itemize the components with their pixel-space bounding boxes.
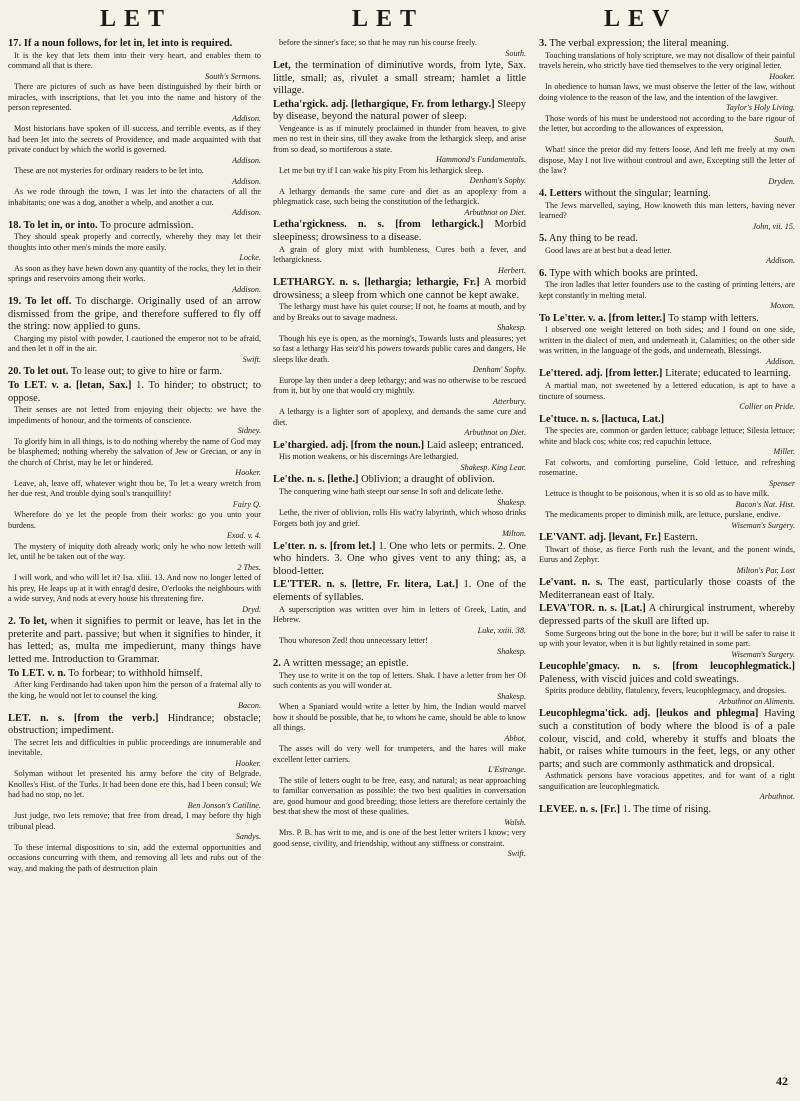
quotation-source: Denham's Sophy.: [469, 176, 526, 186]
quotation-text: As soon as they have hewn down any quantity of the rocks, they let in their springs and reservoirs among their works.: [8, 263, 261, 284]
quotation-text: His motion weakens, or his discernings Are lethargied.: [279, 452, 459, 462]
quotation-text: The stile of letters ought to be free, easy, and natural; as near approaching to familiar conversation as possible: the two best qualities in conversation are, good humour and good breeding; those letters are therefore certainly the best that shew the most of these qualities.: [273, 775, 526, 817]
quotation: [273, 166, 526, 187]
quotation-source: Addison.: [766, 356, 795, 366]
quotation: [8, 405, 261, 437]
quotation-source: Bacon.: [238, 701, 261, 711]
definition: A written message; an epistle.: [282, 658, 409, 669]
quotation-source: Dryden.: [768, 176, 795, 186]
dictionary-entry: [8, 668, 261, 712]
headword: Let,: [273, 60, 291, 71]
dictionary-entry: [273, 658, 526, 860]
headword: 17. If a noun follows, for let in, let into is required.: [8, 38, 233, 49]
headword: LEVEE. n. s. [Fr.]: [539, 803, 621, 815]
quotation: [539, 246, 795, 267]
entry-head: [273, 474, 526, 487]
dictionary-entry: [273, 474, 526, 539]
quotation: [8, 843, 261, 875]
dictionary-entry: [539, 603, 795, 660]
dictionary-entry: [539, 233, 795, 267]
quotation-text: As we rode through the town, I was let into the characters of all the inhabitants; one was a dog, another a whelp, and another a cur.: [8, 187, 261, 207]
headword: To Le'tter. v. a. [from letter.]: [539, 312, 666, 324]
quotation: [8, 334, 261, 366]
quotation-text: The secret lets and difficulties in public proceedings are innumerable and inevitable.: [8, 737, 261, 758]
quotation-source: Bacon's Nat. Hist.: [735, 499, 795, 509]
dictionary-entry: [273, 60, 526, 98]
definition: To procure admission.: [100, 219, 194, 231]
dictionary-entry: [539, 414, 795, 532]
quotation-source: Sandys.: [235, 832, 261, 842]
quotation-source: Arbuthnot on Diet.: [464, 207, 526, 217]
quotation-source: Atterbury.: [493, 396, 526, 406]
headword: LE'VANT. adj. [levant, Fr.]: [539, 532, 662, 544]
entry-head: [539, 188, 795, 201]
running-head-center: LET: [352, 6, 425, 32]
quotation-text: The asses will do very well for trumpeters, and the hares will make excellent letter carriers.: [273, 744, 526, 764]
quotation-source: South.: [774, 134, 795, 144]
entry-head: [539, 603, 795, 628]
entry-head: [8, 296, 261, 334]
entry-head: [8, 220, 261, 233]
quotation: [8, 738, 261, 770]
quotation-text: before the sinner's face; so that he may run his course freely.: [279, 38, 477, 47]
quotation-source: 2 Thes.: [237, 562, 261, 572]
quotation-source: Addison.: [232, 155, 261, 165]
quotation-source: Fairy Q.: [232, 499, 261, 509]
quotation: [8, 680, 261, 712]
quotation-text: The lethargy must have his quiet course; If not, he foams at mouth, and by and by Breaks out to savage madness.: [273, 302, 526, 322]
definition: without the singular; learning.: [584, 188, 711, 200]
quotation: [8, 187, 261, 219]
column-3: [539, 38, 795, 1078]
quotation-text: The conquering wine hath steept our sense In soft and delicate lethe.: [279, 487, 504, 497]
quotation: [273, 38, 526, 59]
quotation: [8, 232, 261, 264]
quotation-text: They use to write it on the top of letters. Shak. I have a letter from her Of such contents as you will wonder at.: [273, 670, 526, 691]
definition: A chirurgical instrument, whereby depressed parts of the skull are lifted up.: [539, 603, 795, 628]
quotation-source: Swift.: [242, 354, 261, 364]
definition: To discharge. Originally used of an arrow dismissed from the gripe, and therefore suffered to fly off the string: now applied to guns.: [8, 296, 261, 333]
quotation: [8, 437, 261, 479]
dictionary-entry: [8, 38, 261, 219]
quotation: [273, 452, 526, 473]
dictionary-entry: [8, 366, 261, 379]
headword: 20. To let out.: [8, 366, 69, 378]
entry-head: [539, 268, 795, 281]
quotation-text: Good laws are at best but a dead letter.: [545, 245, 672, 255]
page-number: 42: [776, 1074, 788, 1088]
quotation-source: Abbot.: [504, 733, 526, 743]
quotation-text: Let me but try if I can wake his pity From his lethargick sleep.: [279, 165, 484, 175]
quotation-text: Solyman without let presented his army before the city of Belgrade. Knolles's Hist. of the Turks. It had been done ere this, had I been consul; We had had no stop, no let.: [8, 769, 261, 800]
quotation-source: Shakesp.: [497, 497, 526, 507]
definition: A morbid drowsiness; a sleep from which one cannot be kept awake.: [273, 277, 526, 301]
quotation-text: Thou whoreson Zed! thou unnecessary letter!: [279, 636, 428, 645]
quotation-text: I will work, and who will let it? Isa. xliii. 13. And now no longer letted of his prey, He leaps up at it with enrag'd desire, O'erlooks the neighbours with a wide survey, And nods at every house his threatening fire.: [8, 573, 261, 604]
quotation-text: Most historians have spoken of ill success, and terrible events, as if they had been let into the secrets of Providence, and made acquainted with that private conduct by which the world is governed.: [8, 124, 261, 155]
quotation: [273, 776, 526, 829]
quotation-source: John, vii. 15.: [752, 221, 795, 231]
quotation-source: Walsh.: [504, 817, 526, 827]
quotation-source: Hooker.: [769, 71, 795, 81]
column-2: [273, 38, 526, 1078]
quotation-source: Shakesp. King Lear.: [460, 462, 526, 472]
quotation: [539, 145, 795, 187]
quotation-source: Hooker.: [235, 758, 261, 768]
definition: when it signifies to permit or leave, has let in the preterite and part. passive; but when it signifies to hinder, it has letted; as, multa me impedierunt, many things have letted me. Introduction to Grammar.: [8, 616, 261, 666]
dictionary-entry: [273, 99, 526, 219]
quotation: [8, 51, 261, 83]
quotation-text: What! since the pretor did my fetters loose, And left me freely at my own dispose, May I not live without controul and awe, Excepting still the letter of the law?: [539, 145, 795, 176]
entry-head: [273, 277, 526, 302]
headword: LEVA'TOR. n. s. [Lat.]: [539, 603, 646, 615]
entry-head: [539, 368, 795, 381]
quotation: [8, 573, 261, 615]
definition: 1. The time of rising.: [622, 803, 712, 815]
headword: LE'TTER. n. s. [lettre, Fr. litera, Lat.]: [273, 579, 459, 591]
dictionary-entry: [539, 38, 795, 187]
entry-head: [539, 661, 795, 686]
headword: 3.: [539, 38, 547, 49]
quotation: [8, 264, 261, 296]
quotation-source: Swift.: [507, 849, 526, 859]
quotation: [273, 828, 526, 860]
quotation: [8, 166, 261, 187]
quotation-source: Wiseman's Surgery.: [731, 649, 795, 659]
entry-head: [539, 577, 795, 602]
quotation-source: Sidney.: [237, 426, 261, 436]
quotation-text: Lethe, the river of oblivion, rolls His wat'ry labyrinth, which whoso drinks Forgets both joy and grief.: [273, 508, 526, 528]
quotation: [273, 671, 526, 703]
quotation-source: Miller.: [773, 447, 795, 457]
definition: Morbid sleepiness; drowsiness to a disease.: [273, 219, 526, 244]
quotation-source: Arbuthnot on Diet.: [464, 428, 526, 438]
quotation-text: Asthmatick persons have voracious appetites, and for want of a right sanguification are leucophlegmatick.: [539, 771, 795, 791]
quotation: [539, 545, 795, 577]
quotation: [273, 187, 526, 219]
quotation-source: Collier on Pride.: [739, 402, 795, 412]
quotation: [539, 325, 795, 367]
definition: Laid asleep; entranced.: [426, 439, 524, 451]
quotation: [539, 629, 795, 661]
quotation: [539, 426, 795, 458]
quotation: [273, 605, 526, 637]
quotation-source: Locke.: [239, 253, 261, 263]
entry-head: [273, 579, 526, 604]
quotation-source: Exod. v. 4.: [226, 531, 261, 541]
quotation-source: Moxon.: [770, 301, 795, 311]
quotation-text: Fat colworts, and comforting purseline, Cold lettuce, and refreshing rosemarine.: [539, 457, 795, 478]
column-1: [8, 38, 261, 1078]
quotation-text: Though his eye is open, as the morning's, Towards lusts and pleasures; yet so fast a lethargy Has seiz'd his powers towards public cares and dangers, He sleeps like death.: [273, 333, 526, 364]
dictionary-entry: [539, 188, 795, 232]
definition: Having such a constitution of body where the blood is of a pale colour, viscid, and cold, whereby it stuffs and bloats the habit, or raises white tumours in the feet, legs, or any other parts; and such are commonly asthmatick and dropsical.: [539, 708, 795, 770]
headword: Le'thargied. adj. [from the noun.]: [273, 439, 425, 451]
quotation-source: South's Sermons.: [205, 71, 261, 81]
quotation: [8, 82, 261, 124]
quotation-source: Taylor's Holy Living.: [725, 103, 795, 113]
headword: LET. n. s. [from the verb.]: [8, 712, 159, 724]
entry-head: [539, 708, 795, 771]
quotation-text: The mystery of iniquity doth already work; only he who now letteth will let, until he be taken out of the way.: [8, 541, 261, 562]
quotation: [539, 510, 795, 531]
quotation: [273, 508, 526, 540]
definition: To stamp with letters.: [668, 312, 759, 324]
dictionary-entry: [273, 579, 526, 657]
quotation-source: Shakesp.: [497, 323, 526, 333]
headword: 18. To let in, or into.: [8, 219, 98, 231]
headword: Le'tter. n. s. [from let.]: [273, 540, 376, 552]
quotation: [273, 636, 526, 657]
entry-head: [539, 233, 795, 246]
quotation-source: Dryd.: [242, 604, 261, 614]
definition: the termination of diminutive words, from lyte, Sax. little, small; as, rivulet a small stream; hamlet a little village.: [273, 60, 526, 97]
quotation: [273, 245, 526, 277]
headword: 6.: [539, 267, 547, 279]
dictionary-entry: [273, 38, 526, 59]
definition: The verbal expression; the literal meaning.: [549, 38, 729, 49]
entry-head: [539, 313, 795, 326]
dictionary-entry: [539, 708, 795, 802]
quotation-text: The medicaments proper to diminish milk, are lettuce, purslane, endive.: [545, 510, 781, 520]
quotation-text: Vengeance is as if minutely proclaimed in thunder from heaven, to give men no rest in their sins, till they awake from the lethargick sleep, and arise from so dead, so mortiferous a state.: [273, 123, 526, 154]
quotation-text: The iron ladles that letter founders use to the casting of printing letters, are kept constantly in melting metal.: [539, 280, 795, 300]
quotation-source: Addison.: [232, 113, 261, 123]
definition: Oblivion; a draught of oblivion.: [361, 474, 495, 486]
quotation-text: Europe lay then under a deep lethargy; and was no otherwise to be rescued from it, but by one that would cry mightily.: [273, 375, 526, 396]
quotation-text: A martial man, not sweetened by a lettered education, is apt to have a tincture of sourness.: [539, 381, 795, 401]
quotation-text: When a Spaniard would write a letter by him, the Indian would marvel how it should be possible, that he, to whom he came, should be able to know all things.: [273, 702, 526, 733]
entry-head: [8, 380, 261, 405]
quotation-text: A superscription was written over him in letters of Greek, Latin, and Hebrew.: [273, 604, 526, 624]
quotation-text: The Jews marvelled, saying, How knoweth this man letters, having never learned?: [539, 200, 795, 221]
quotation-source: Luke, xxiii. 38.: [477, 625, 526, 635]
quotation: [273, 302, 526, 334]
quotation-text: A grain of glory mixt with humbleness, Cures both a fever, and lethargickness.: [273, 244, 526, 265]
quotation: [8, 811, 261, 843]
definition: The east, particularly those coasts of the Mediterranean east of Italy.: [539, 577, 795, 601]
quotation-text: Just judge, two lets remove; that free from dread, I may before thy high tribunal plead.: [8, 811, 261, 831]
quotation: [539, 489, 795, 510]
entry-head: [273, 99, 526, 124]
entry-head: [273, 658, 526, 671]
quotation-text: Touching translations of holy scripture, we may not disallow of their painful travels herein, who strictly have tied themselves to the very original letter.: [539, 50, 795, 71]
quotation-source: Denham' Sophy.: [472, 365, 526, 375]
quotation-source: L'Estrange.: [488, 765, 526, 775]
quotation: [539, 381, 795, 413]
dictionary-entry: [8, 380, 261, 615]
dictionary-entry: [273, 277, 526, 439]
dictionary-entry: [539, 268, 795, 312]
quotation-text: In obedience to human laws, we must observe the letter of the law, without doing violence to the reason of the law, and the intention of the lawgiver.: [539, 82, 795, 102]
quotation: [8, 124, 261, 166]
headword: 19. To let off.: [8, 296, 72, 308]
entry-head: [8, 366, 261, 379]
quotation-text: Wherefore do ye let the people from their works: go you unto your burdens.: [8, 510, 261, 530]
quotation-source: Hooker.: [235, 468, 261, 478]
quotation-text: Mrs. P. B. has writ to me, and is one of the best letter writers I know; very good sense, civility, and friendship, without any stiffness or constraint.: [273, 828, 526, 848]
quotation: [539, 114, 795, 146]
quotation-text: Leave, ah, leave off, whatever wight thou be, To let a weary wretch from her due rest, And trouble dying soul's tranquillity!: [8, 478, 261, 499]
entry-head: [273, 541, 526, 579]
quotation: [539, 201, 795, 233]
quotation: [273, 702, 526, 744]
headword: 4. Letters: [539, 188, 582, 200]
quotation-text: They should speak properly and correctly, whereby they may let their thoughts into other men's minds the more easily.: [8, 232, 261, 252]
entry-head: [539, 532, 795, 545]
dictionary-entry: [8, 296, 261, 365]
quotation: [539, 458, 795, 490]
dictionary-entry: [539, 532, 795, 576]
quotation-source: Shakesp.: [497, 646, 526, 656]
headword: Le'ttered. adj. [from letter.]: [539, 368, 663, 380]
headword: 2. To let,: [8, 616, 48, 628]
headword: Le'ttuce. n. s. [lactuca, Lat.]: [539, 413, 665, 425]
headword: Leucophle'gmacy. n. s. [from leucophlegmatick.]: [539, 661, 795, 673]
headword: 5.: [539, 233, 547, 245]
quotation-text: I observed one weight lettered on both sides; and I found on one side, written in the dialect of men, and underneath it, Calamities; on the other side was written, in the language of the gods, and underneath, Blessings.: [539, 325, 795, 356]
quotation-text: After king Ferdinando had taken upon him the person of a fraternal ally to the king, he would not let to counsel the king.: [8, 680, 261, 700]
definition: Eastern.: [663, 532, 698, 544]
entry-head: [539, 804, 795, 817]
headword: LETHARGY. n. s. [lethargia; lethargie, Fr.]: [273, 277, 480, 289]
dictionary-entry: [273, 219, 526, 276]
running-head-left: LET: [100, 6, 173, 32]
running-head-right: LEV: [604, 6, 678, 32]
dictionary-entry: [539, 577, 795, 602]
quotation-source: Addison.: [232, 284, 261, 294]
headword: 2.: [273, 658, 281, 669]
dictionary-entry: [539, 313, 795, 368]
quotation-text: Lettuce is thought to be poisonous, when it is so old as to have milk.: [545, 489, 770, 499]
quotation-source: Wiseman's Surgery.: [731, 520, 795, 530]
definition: Paleness, with viscid juices and cold sweatings.: [539, 673, 740, 685]
quotation: [273, 124, 526, 166]
quotation-text: Some Surgeons bring out the bone in the bore; but it will be safer to raise it up with your levator, when it is but lightly retained in some part.: [539, 628, 795, 649]
quotation-source: Arbuthnot on Aliments.: [718, 696, 795, 706]
dictionary-entry: [539, 661, 795, 707]
quotation: [8, 479, 261, 511]
definition: 1. One who lets or permits. 2. One who hinders. 3. One who gives vent to any thing; as, a blood-letter.: [273, 540, 526, 577]
quotation-source: South.: [505, 48, 526, 58]
quotation-source: Addison.: [232, 176, 261, 186]
definition: Type with which books are printed.: [549, 267, 698, 279]
quotation: [273, 407, 526, 439]
dictionary-entry: [273, 541, 526, 579]
dictionary-entry: [8, 220, 261, 296]
entry-head: [8, 616, 261, 666]
quotation: [273, 744, 526, 776]
quotation-text: Thwart of those, as fierce Forth rush the levant, and the ponent winds, Eurus and Zephyr.: [539, 544, 795, 565]
entry-head: [273, 440, 526, 453]
entry-head: [273, 60, 526, 98]
quotation-source: Addison.: [766, 256, 795, 266]
quotation-source: Milton.: [502, 529, 526, 539]
quotation-text: Those words of his must be understood not according to the bare rigour of the letter, but according to the allowances of expression.: [539, 113, 795, 134]
dictionary-entry: [539, 804, 795, 817]
quotation-source: Hammond's Fundamentals.: [436, 155, 526, 165]
quotation: [8, 510, 261, 542]
quotation-source: Arbuthnot.: [759, 792, 795, 802]
definition: Any thing to be read.: [548, 233, 638, 245]
quotation-text: To glorify him in all things, is to do nothing whereby the name of God may be blasphemed; nothing whereby the salvation of Jew or Grecian, or any in the church of Christ, may be let or hindered.: [8, 436, 261, 467]
quotation-text: Spirits produce debility, flatulency, fevers, leucophlegmacy, and dropsies.: [545, 686, 787, 696]
quotation-source: Herbert.: [498, 265, 526, 275]
quotation-source: Shakesp.: [497, 691, 526, 701]
headword: To LET. v. a. [letan, Sax.]: [8, 380, 132, 392]
dictionary-entry: [273, 440, 526, 474]
quotation: [8, 769, 261, 811]
quotation-text: It is the key that lets them into their very heart, and enables them to command all that is there.: [8, 50, 261, 71]
definition: Sleepy by disease, beyond the natural power of sleep.: [273, 98, 526, 123]
entry-head: [8, 668, 261, 681]
quotation-text: There are pictures of such as have been distinguished by their birth or miracles, with inscriptions, that let you into the name and history of the person represented.: [8, 82, 261, 113]
headword: Letha'rgick. adj. [lethargique, Fr. from lethargy.]: [273, 98, 495, 110]
definition: Hindrance; obstacle; obstruction; impediment.: [8, 712, 261, 737]
headword: To LET. v. n.: [8, 667, 66, 679]
quotation: [539, 82, 795, 114]
definition: Literate; educated to learning.: [665, 368, 792, 380]
quotation-text: These are not mysteries for ordinary readers to be let into.: [14, 166, 204, 176]
dictionary-entry: [8, 713, 261, 875]
quotation: [273, 376, 526, 408]
entry-head: [273, 219, 526, 244]
quotation: [539, 51, 795, 83]
quotation-text: A lethargy is a lighter sort of apoplexy, and demands the same cure and diet.: [273, 407, 526, 427]
quotation-source: Addison.: [232, 208, 261, 218]
quotation-text: Charging my pistol with powder, I cautioned the emperor not to be afraid, and then let it off in the air.: [8, 333, 261, 354]
headword: Leucophlegma'tick. adj. [leukos and phlegma]: [539, 708, 759, 720]
quotation-text: Their senses are not letted from enjoying their objects: we have the impediments of honour, and the torments of conscience.: [8, 405, 261, 425]
dictionary-entry: [539, 368, 795, 412]
entry-head: [8, 38, 261, 51]
quotation: [539, 686, 795, 707]
quotation: [539, 280, 795, 312]
dictionary-entry: [8, 616, 261, 666]
entry-head: [539, 38, 795, 51]
quotation: [8, 542, 261, 574]
quotation-text: To these internal dispositions to sin, add the external opportunities and occasions concurring with them, and removing all lets and rubs out of the way, and making the path of destruction plain: [8, 842, 261, 873]
quotation: [273, 487, 526, 508]
quotation-source: Milton's Par. Lost: [736, 565, 795, 575]
quotation-source: Ben Jonson's Catiline.: [187, 800, 261, 810]
quotation-source: Spenser: [769, 478, 795, 488]
quotation: [273, 334, 526, 376]
headword: Le'the. n. s. [lethe.]: [273, 474, 359, 486]
quotation: [539, 771, 795, 803]
definition: To forbear; to withhold himself.: [68, 667, 203, 679]
entry-head: [539, 414, 795, 427]
entry-head: [8, 713, 261, 738]
quotation-text: A lethargy demands the same cure and diet as an apoplexy from a phlegmatick case, such being the constitution of the lethargick.: [273, 186, 526, 207]
headword: Le'vant. n. s.: [539, 577, 603, 589]
running-head: [0, 6, 800, 36]
quotation-text: The species are, common or garden lettuce; cabbage lettuce; Silesia lettuce; white and black cos; white cos; red capuchin lettuce.: [539, 426, 795, 446]
definition: To lease out; to give to hire or farm.: [70, 366, 223, 378]
definition: 1. To hinder; to obstruct; to oppose.: [8, 380, 261, 404]
headword: Letha'rgickness. n. s. [from lethargick.]: [273, 219, 484, 231]
definition: 1. One of the elements of syllables.: [273, 579, 526, 603]
